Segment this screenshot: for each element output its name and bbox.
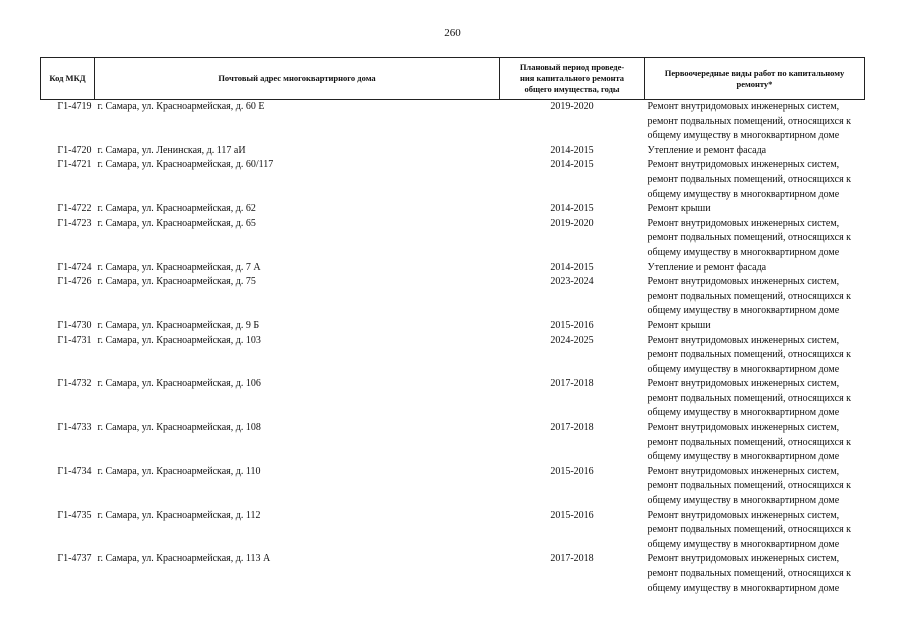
cell-code: Г1-4735 (57, 509, 92, 521)
table-row (41, 509, 865, 553)
cell-address: г. Самара, ул. Красноармейская, д. 62 (97, 203, 256, 215)
header-row (41, 58, 865, 100)
cell-address: г. Самара, ул. Красноармейская, д. 60/117 (97, 159, 274, 171)
cell-code: Г1-4732 (57, 378, 92, 390)
table-row (41, 319, 865, 334)
cell-works: Ремонт внутридомовых инженерных систем, ремонт подвальных помещений, относящихся к общему имуществу в многоквартирном доме (647, 378, 852, 419)
cell-address: г. Самара, ул. Красноармейская, д. 103 (97, 334, 261, 346)
cell-code: Г1-4719 (57, 101, 92, 112)
cell-period: 2019-2020 (550, 217, 594, 229)
cell-period: 2015-2016 (550, 319, 594, 331)
cell-address: г. Самара, ул. Красноармейская, д. 75 (97, 276, 256, 288)
table-row (41, 421, 865, 465)
cell-works: Ремонт внутридомовых инженерных систем, ремонт подвальных помещений, относящихся к общему имуществу в многоквартирном доме (647, 101, 852, 142)
page-number: 260 (444, 27, 461, 39)
cell-works: Ремонт внутридомовых инженерных систем, ремонт подвальных помещений, относящихся к общему имуществу в многоквартирном доме (647, 465, 852, 507)
cell-address: г. Самара, ул. Красноармейская, д. 112 (97, 509, 261, 521)
table-row (41, 100, 865, 144)
table-header (41, 58, 865, 100)
cell-address: г. Самара, ул. Красноармейская, д. 110 (97, 465, 261, 477)
header-code: Код МКД (41, 58, 95, 100)
cell-works: Ремонт внутридомовых инженерных систем, ремонт подвальных помещений, относящихся к общему имуществу в многоквартирном доме (647, 334, 852, 375)
table-row (41, 158, 865, 202)
cell-period: 2024-2025 (550, 334, 594, 346)
cell-works: Утепление и ремонт фасада (647, 144, 767, 156)
cell-period: 2015-2016 (550, 465, 594, 477)
cell-address: г. Самара, ул. Красноармейская, д. 9 Б (97, 319, 260, 331)
repair-schedule-table (40, 57, 865, 596)
cell-code: Г1-4720 (57, 144, 92, 156)
table-row (41, 217, 865, 261)
table-body (41, 100, 865, 597)
table-row (41, 275, 865, 319)
cell-address: г. Самара, ул. Красноармейская, д. 113 А (97, 553, 271, 565)
cell-address: г. Самара, ул. Красноармейская, д. 7 А (97, 261, 261, 273)
cell-period: 2019-2020 (550, 101, 594, 112)
cell-address: г. Самара, ул. Красноармейская, д. 60 Е (97, 101, 265, 112)
header-address: Почтовый адрес многоквартирного дома (95, 58, 500, 100)
cell-period: 2014-2015 (550, 159, 594, 171)
table-row (41, 202, 865, 217)
cell-works: Утепление и ремонт фасада (647, 261, 767, 273)
cell-address: г. Самара, ул. Красноармейская, д. 106 (97, 378, 261, 390)
cell-code: Г1-4721 (57, 159, 92, 171)
table-row (41, 465, 865, 509)
header-period: Плановый период проведе- ния капитального ремонта общего имущества, годы (500, 58, 645, 100)
cell-period: 2015-2016 (550, 509, 594, 521)
cell-code: Г1-4724 (57, 261, 92, 273)
table-row (41, 261, 865, 276)
cell-works: Ремонт внутридомовых инженерных систем, ремонт подвальных помещений, относящихся к общему имуществу в многоквартирном доме (647, 217, 852, 258)
cell-code: Г1-4730 (57, 319, 92, 331)
cell-code: Г1-4733 (57, 422, 92, 434)
table-row (41, 144, 865, 159)
cell-address: г. Самара, ул. Красноармейская, д. 65 (97, 217, 256, 229)
cell-period: 2017-2018 (550, 378, 594, 390)
cell-period: 2023-2024 (550, 276, 594, 288)
cell-period: 2017-2018 (550, 422, 594, 434)
cell-code: Г1-4734 (57, 465, 92, 477)
cell-address: г. Самара, ул. Ленинская, д. 117 аИ (97, 144, 246, 156)
cell-code: Г1-4726 (57, 276, 92, 288)
cell-works: Ремонт крыши (647, 203, 711, 215)
cell-works: Ремонт внутридомовых инженерных систем, ремонт подвальных помещений, относящихся к общему имуществу в многоквартирном доме (647, 159, 852, 200)
cell-period: 2014-2015 (550, 261, 594, 273)
cell-works: Ремонт внутридомовых инженерных систем, ремонт подвальных помещений, относящихся к общему имуществу в многоквартирном доме (647, 276, 852, 317)
cell-code: Г1-4731 (57, 334, 92, 346)
cell-period: 2014-2015 (550, 203, 594, 215)
table-row (41, 334, 865, 378)
cell-address: г. Самара, ул. Красноармейская, д. 108 (97, 422, 261, 434)
cell-period: 2017-2018 (550, 553, 594, 565)
table-row (41, 552, 865, 596)
cell-works: Ремонт внутридомовых инженерных систем, ремонт подвальных помещений, относящихся к общему имуществу в многоквартирном доме (647, 553, 852, 594)
cell-works: Ремонт внутридомовых инженерных систем, ремонт подвальных помещений, относящихся к общему имуществу в многоквартирном доме (647, 422, 852, 463)
cell-works: Ремонт внутридомовых инженерных систем, ремонт подвальных помещений, относящихся к общему имуществу в многоквартирном доме (647, 509, 852, 550)
cell-code: Г1-4722 (57, 203, 92, 215)
cell-code: Г1-4723 (57, 217, 92, 229)
table-row (41, 377, 865, 421)
header-works: Первоочередные виды работ по капитальному ремонту* (645, 58, 865, 100)
cell-works: Ремонт крыши (647, 319, 711, 331)
cell-code: Г1-4737 (57, 553, 92, 565)
cell-period: 2014-2015 (550, 144, 594, 156)
